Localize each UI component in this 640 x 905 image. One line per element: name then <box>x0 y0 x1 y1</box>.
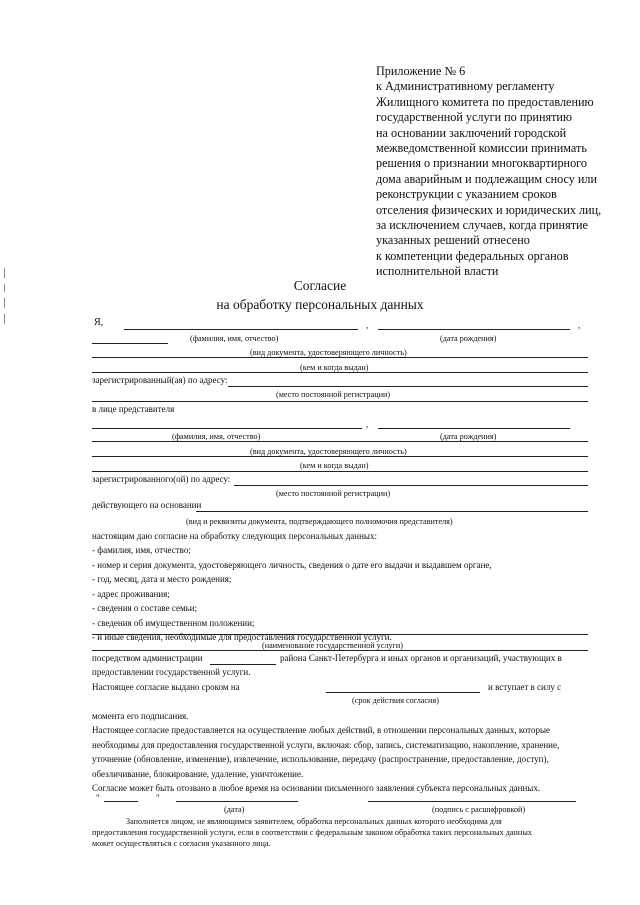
district-field[interactable] <box>210 664 276 665</box>
day-field[interactable] <box>104 801 138 802</box>
appendix-line: дома аварийным и подлежащим сносу или <box>376 171 598 186</box>
title-line-2: на обработку персональных данных <box>216 297 424 312</box>
appendix-line: отселения физических и юридических лиц, <box>376 202 602 217</box>
appendix-line: к компетенции федеральных органов <box>376 248 569 263</box>
appendix-line: к Административному регламенту <box>376 79 555 94</box>
appendix-line: решения о признании многоквартирного <box>376 156 587 171</box>
date-quote-open: " <box>96 793 100 803</box>
provision-text: предоставлении государственной услуги. <box>92 667 251 677</box>
data-item: - сведения о составе семьи; <box>92 603 198 613</box>
consent-intro: настоящим даю согласие на обработку следующих персональных данных: <box>92 531 377 541</box>
appendix-block <box>376 64 601 280</box>
appendix-line: указанных решений отнесено <box>376 233 530 248</box>
appendix-line: Жилищного комитета по предоставлению <box>376 94 594 109</box>
data-item: - номер и серия документа, удостоверяющего личность, сведения о дате его выдачи и выдавшем органе, <box>92 560 492 570</box>
caption-residence: (место постоянной регистрации) <box>276 390 391 399</box>
rep-address-field[interactable] <box>234 485 588 486</box>
para-line: Настоящее согласие предоставляется на осуществление любых действий, в отношении персональных данных, которые <box>92 725 551 735</box>
comma: , <box>366 320 369 330</box>
scan-edge-mark <box>4 268 5 278</box>
data-item: - год, месяц, дата и место рождения; <box>92 574 232 584</box>
issued-field[interactable] <box>92 372 588 373</box>
date-quote-close: " <box>156 793 160 803</box>
caption-authority: (вид и реквизиты документа, подтверждающего полномочия представителя) <box>186 517 453 526</box>
para-line: уточнение (обновление, изменение), извлечение, использование, передачу (распространение, предоставление, доступ), <box>92 754 549 764</box>
caption-rep-issued: (кем и когда выдан) <box>300 461 369 470</box>
appendix-line: Приложение № 6 <box>376 64 466 78</box>
service-field[interactable] <box>92 634 588 635</box>
through-label: посредством администрации <box>92 653 203 663</box>
term-field[interactable] <box>326 692 480 693</box>
term-label: Настоящее согласие выдано сроком на <box>92 682 240 692</box>
signature-field[interactable] <box>368 801 576 802</box>
representative-label: в лице представителя <box>92 404 175 414</box>
caption-signature: (подпись с расшифровкой) <box>432 805 526 814</box>
moment-text: момента его подписания. <box>92 711 189 721</box>
appendix-line: межведомственной комиссии принимать <box>376 141 587 156</box>
caption-rep-fio: (фамилия, имя, отчество) <box>172 432 261 441</box>
title-line-1: Согласие <box>293 278 347 293</box>
address-field[interactable] <box>228 386 588 387</box>
rep-birthdate-field[interactable] <box>378 428 570 429</box>
through-tail: района Санкт-Петербурга и иных органов и организаций, участвующих в <box>280 653 562 663</box>
rep-doc-field[interactable] <box>92 456 588 457</box>
caption-fio: (фамилия, имя, отчество) <box>190 334 279 343</box>
rep-issued-field[interactable] <box>92 471 588 472</box>
birthdate-field[interactable] <box>378 329 570 330</box>
acting-label: действующего на основании <box>92 500 202 510</box>
data-item: - фамилия, имя, отчество; <box>92 545 191 555</box>
data-item: - сведения об имущественном положении; <box>92 618 255 628</box>
registered-label: зарегистрированный(ая) по адресу: <box>92 375 228 385</box>
note-line: Заполняется лицом, не являющимся заявителем, обработка персональных данных которого необходима для <box>126 817 502 826</box>
data-item: - и иные сведения, необходимые для предоставления государственной услуги. <box>92 632 392 642</box>
data-item: - адрес проживания; <box>92 589 170 599</box>
term-tail: и вступает в силу с <box>488 682 562 692</box>
caption-term: (срок действия согласия) <box>352 696 439 705</box>
address-field-continued[interactable] <box>92 401 588 402</box>
note-line: предоставления государственной услуги, если в соответствии с федеральным законом обработка таких персональных данных <box>92 828 532 837</box>
i-label: Я, <box>94 317 104 328</box>
para-line: необходимы для предоставления государственной услуги, включая: сбор, запись, систематизацию, накопление, хранение, <box>92 740 560 750</box>
caption-rep-residence: (место постоянной регистрации) <box>276 489 391 498</box>
date-field[interactable] <box>176 801 298 802</box>
fio-field[interactable] <box>124 329 358 330</box>
revoke-text: Согласие может быть отозвано в любое время на основании письменного заявления субъекта персональных данных. <box>92 783 541 793</box>
caption-date: (дата) <box>224 805 245 814</box>
rep-fio-field[interactable] <box>92 428 362 429</box>
appendix-line: реконструкции с указанием сроков <box>376 187 557 202</box>
caption-birth: (дата рождения) <box>440 334 497 343</box>
authority-field[interactable] <box>196 511 588 512</box>
registered2-label: зарегистрированного(ой) по адресу: <box>92 474 231 484</box>
para-line: обезличивание, блокирование, удаление, уничтожение. <box>92 769 304 779</box>
caption-service: (наименование государственной услуги) <box>262 641 404 650</box>
doc-field[interactable] <box>92 357 588 358</box>
appendix-line: за исключением случаев, когда принятие <box>376 218 588 233</box>
caption-rep-birth: (дата рождения) <box>440 432 497 441</box>
comma: , <box>578 320 581 330</box>
appendix-line: исполнительной власти <box>376 264 499 279</box>
appendix-line: на основании заключений городской <box>376 125 567 140</box>
note-line: может осуществляться с согласия указанного лица. <box>92 839 271 848</box>
service-field-line[interactable] <box>92 650 588 651</box>
rep-line[interactable] <box>92 441 588 442</box>
fio-field-continued[interactable] <box>92 343 168 344</box>
caption-issued: (кем и когда выдан) <box>300 363 369 372</box>
caption-rep-doc: (вид документа, удостоверяющего личность) <box>250 447 407 456</box>
caption-doc: (вид документа, удостоверяющего личность) <box>250 348 407 357</box>
scan-edge-mark <box>4 314 5 324</box>
appendix-line: государственной услуги по принятию <box>376 110 573 125</box>
comma: , <box>366 419 369 429</box>
